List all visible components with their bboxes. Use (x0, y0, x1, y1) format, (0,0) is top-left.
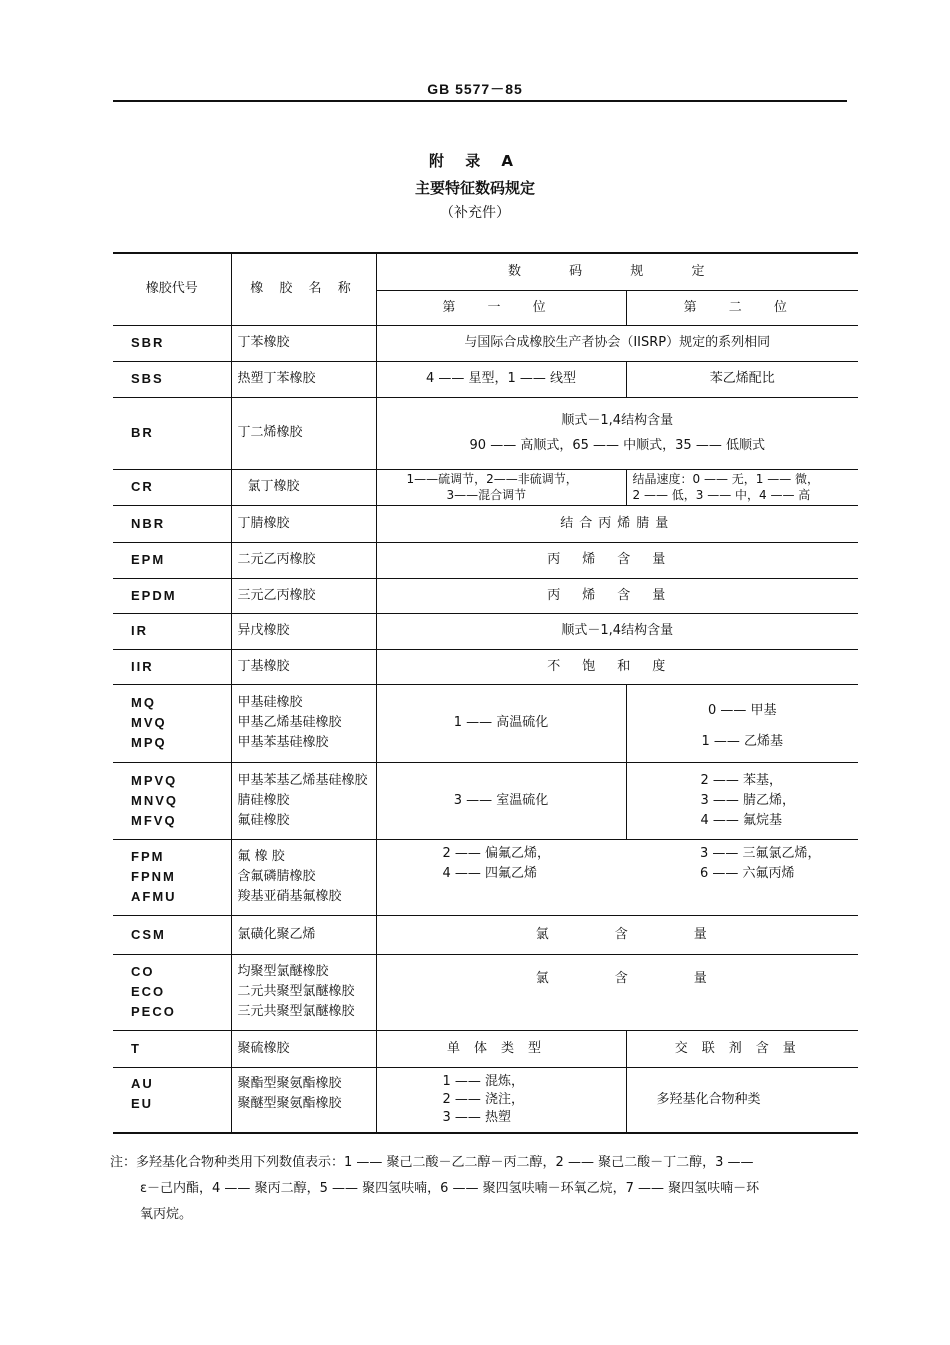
row-name: 丁基橡胶 (231, 649, 376, 684)
row-first-digit: 3 —— 室温硫化 (376, 762, 626, 839)
row-name: 三元乙丙橡胶 (231, 578, 376, 613)
row-code: CR (113, 469, 231, 505)
row-code: FPM (131, 849, 165, 864)
row-second-digit: 交联剂含量 (626, 1030, 858, 1067)
row-first-line: 1 —— 混炼， (442, 1073, 525, 1089)
row-second-digit (626, 684, 858, 762)
header-code: 橡胶代号 (113, 253, 231, 325)
row-second-digit: 多羟基化合物种类 (626, 1067, 858, 1133)
row-spec (376, 397, 858, 469)
row-names (231, 954, 376, 1030)
row-second-line: 0 —— 甲基 (707, 703, 777, 718)
row-second-line: 2 —— 苯基， (700, 772, 783, 788)
row-code: FPNM (131, 869, 176, 884)
row-spec-line: 顺式－1,4结构含量 (561, 413, 674, 428)
row-code: T (113, 1030, 231, 1067)
header-rule (113, 100, 847, 102)
header-name: 橡 胶 名 称 (231, 253, 376, 325)
row-second-line: 4 —— 氟烷基 (700, 812, 783, 828)
row-codes (113, 762, 231, 839)
row-name: 甲基硅橡胶 (237, 695, 303, 710)
row-name: 异戊橡胶 (231, 613, 376, 649)
row-first-line: 4 —— 四氟乙烯 (442, 865, 538, 881)
row-code: AFMU (131, 889, 177, 904)
row-spec: 顺式－1,4结构含量 (376, 613, 858, 649)
row-name: 羧基亚硝基氟橡胶 (237, 889, 342, 904)
row-code: MQ (131, 695, 156, 710)
row-code: IIR (113, 649, 231, 684)
row-spec: 结合丙烯腈量 (376, 505, 858, 542)
row-first-digit: 单体类型 (376, 1030, 626, 1067)
row-name: 氯丁橡胶 (231, 469, 376, 505)
row-name: 氟硅橡胶 (237, 812, 290, 828)
row-spec: 丙烯含量 (376, 542, 858, 578)
row-first-digit (376, 839, 626, 915)
row-second-line: 2 —— 低，3 —— 中，4 —— 高 (632, 488, 811, 502)
header-first-digit: 第 一 位 (376, 290, 626, 325)
row-spec-line: 90 —— 高顺式，65 —— 中顺式，35 —— 低顺式 (469, 438, 765, 453)
row-second-line: 3 —— 三氟氯乙烯， (700, 845, 821, 861)
row-code: ECO (131, 984, 166, 999)
row-spec: 不饱和度 (376, 649, 858, 684)
row-spec: 氯含量 (376, 954, 858, 1030)
row-name: 三元共聚型氯醚橡胶 (237, 1004, 355, 1019)
header-second-digit: 第 二 位 (626, 290, 858, 325)
row-code: SBS (113, 361, 231, 397)
row-name: 热塑丁苯橡胶 (231, 361, 376, 397)
row-code: MFVQ (131, 812, 177, 828)
row-names (231, 684, 376, 762)
row-code: CO (131, 964, 155, 979)
row-names (231, 1067, 376, 1133)
appendix-type: （补充件） (440, 205, 510, 221)
row-first-line: 1——硫调节，2——非硫调节， (406, 472, 578, 486)
row-spec: 与国际合成橡胶生产者协会（IISRP）规定的系列相同 (376, 325, 858, 361)
row-code: NBR (113, 505, 231, 542)
row-name: 甲基苯基乙烯基硅橡胶 (237, 772, 368, 788)
row-names (231, 839, 376, 915)
row-name: 氯磺化聚乙烯 (231, 915, 376, 954)
row-first-line: 2 —— 浇注， (442, 1091, 525, 1107)
row-code: EPM (113, 542, 231, 578)
row-name: 均聚型氯醚橡胶 (237, 964, 329, 979)
row-names (231, 762, 376, 839)
row-code: MNVQ (131, 792, 178, 808)
row-name: 氟 橡 胶 (237, 849, 285, 864)
row-second-line: 1 —— 乙烯基 (701, 734, 784, 749)
row-first-line: 3——混合调节 (446, 488, 527, 502)
row-name: 聚酯型聚氨酯橡胶 (237, 1075, 342, 1091)
row-first-digit (376, 469, 626, 505)
row-codes (113, 684, 231, 762)
row-code: MPQ (131, 735, 167, 750)
row-name: 聚硫橡胶 (231, 1030, 376, 1067)
row-code: BR (113, 397, 231, 469)
row-name: 二元乙丙橡胶 (231, 542, 376, 578)
note-line: 注：多羟基化合物种类用下列数值表示：1 —— 聚己二酸－乙二醇－丙二醇，2 —— 聚己二酸－丁二醇，3 —— (110, 1155, 754, 1170)
feature-code-table (113, 252, 858, 1134)
standard-number: GB 5577－85 (427, 81, 523, 97)
row-code: MPVQ (131, 772, 178, 788)
row-second-line: 6 —— 六氟丙烯 (700, 865, 795, 881)
row-spec: 氯含量 (376, 915, 858, 954)
row-second-digit: 苯乙烯配比 (626, 361, 858, 397)
row-second-line: 结晶速度：0 —— 无，1 —— 微， (632, 472, 820, 486)
row-code: SBR (113, 325, 231, 361)
row-second-digit (626, 839, 858, 915)
appendix-title: 附 录 A (428, 152, 522, 170)
row-name: 丁二烯橡胶 (231, 397, 376, 469)
row-name: 腈硅橡胶 (237, 792, 290, 808)
row-second-line: 3 —— 腈乙烯， (700, 792, 796, 808)
row-name: 甲基乙烯基硅橡胶 (237, 715, 342, 730)
row-spec: 丙烯含量 (376, 578, 858, 613)
row-first-digit (376, 1067, 626, 1133)
row-code: EPDM (113, 578, 231, 613)
row-code: EU (131, 1095, 154, 1111)
row-name: 甲基苯基硅橡胶 (237, 735, 329, 750)
note-line: 氧丙烷。 (140, 1207, 193, 1222)
row-codes (113, 839, 231, 915)
row-code: CSM (113, 915, 231, 954)
row-codes (113, 954, 231, 1030)
note-line: ε－己内酯，4 —— 聚丙二醇，5 —— 聚四氢呋喃，6 —— 聚四氢呋喃－环氧乙烷，7 —— 聚四氢呋喃－环 (140, 1181, 760, 1196)
row-code: AU (131, 1075, 154, 1091)
row-name: 含氟磷腈橡胶 (237, 869, 316, 884)
row-name: 丁腈橡胶 (231, 505, 376, 542)
row-name: 二元共聚型氯醚橡胶 (237, 984, 355, 999)
row-second-digit (626, 469, 858, 505)
row-code: MVQ (131, 715, 167, 730)
row-second-digit (626, 762, 858, 839)
table-note (110, 1150, 875, 1228)
appendix-subtitle: 主要特征数码规定 (414, 179, 535, 197)
row-code: IR (113, 613, 231, 649)
row-first-digit: 1 —— 高温硫化 (376, 684, 626, 762)
header-digits: 数 码 规 定 (376, 253, 858, 290)
row-code: PECO (131, 1004, 176, 1019)
row-codes (113, 1067, 231, 1133)
row-first-line: 3 —— 热塑 (442, 1109, 512, 1125)
row-first-digit: 4 —— 星型，1 —— 线型 (376, 361, 626, 397)
row-first-line: 2 —— 偏氟乙烯， (442, 845, 551, 861)
row-name: 丁苯橡胶 (231, 325, 376, 361)
row-name: 聚醚型聚氨酯橡胶 (237, 1095, 342, 1111)
